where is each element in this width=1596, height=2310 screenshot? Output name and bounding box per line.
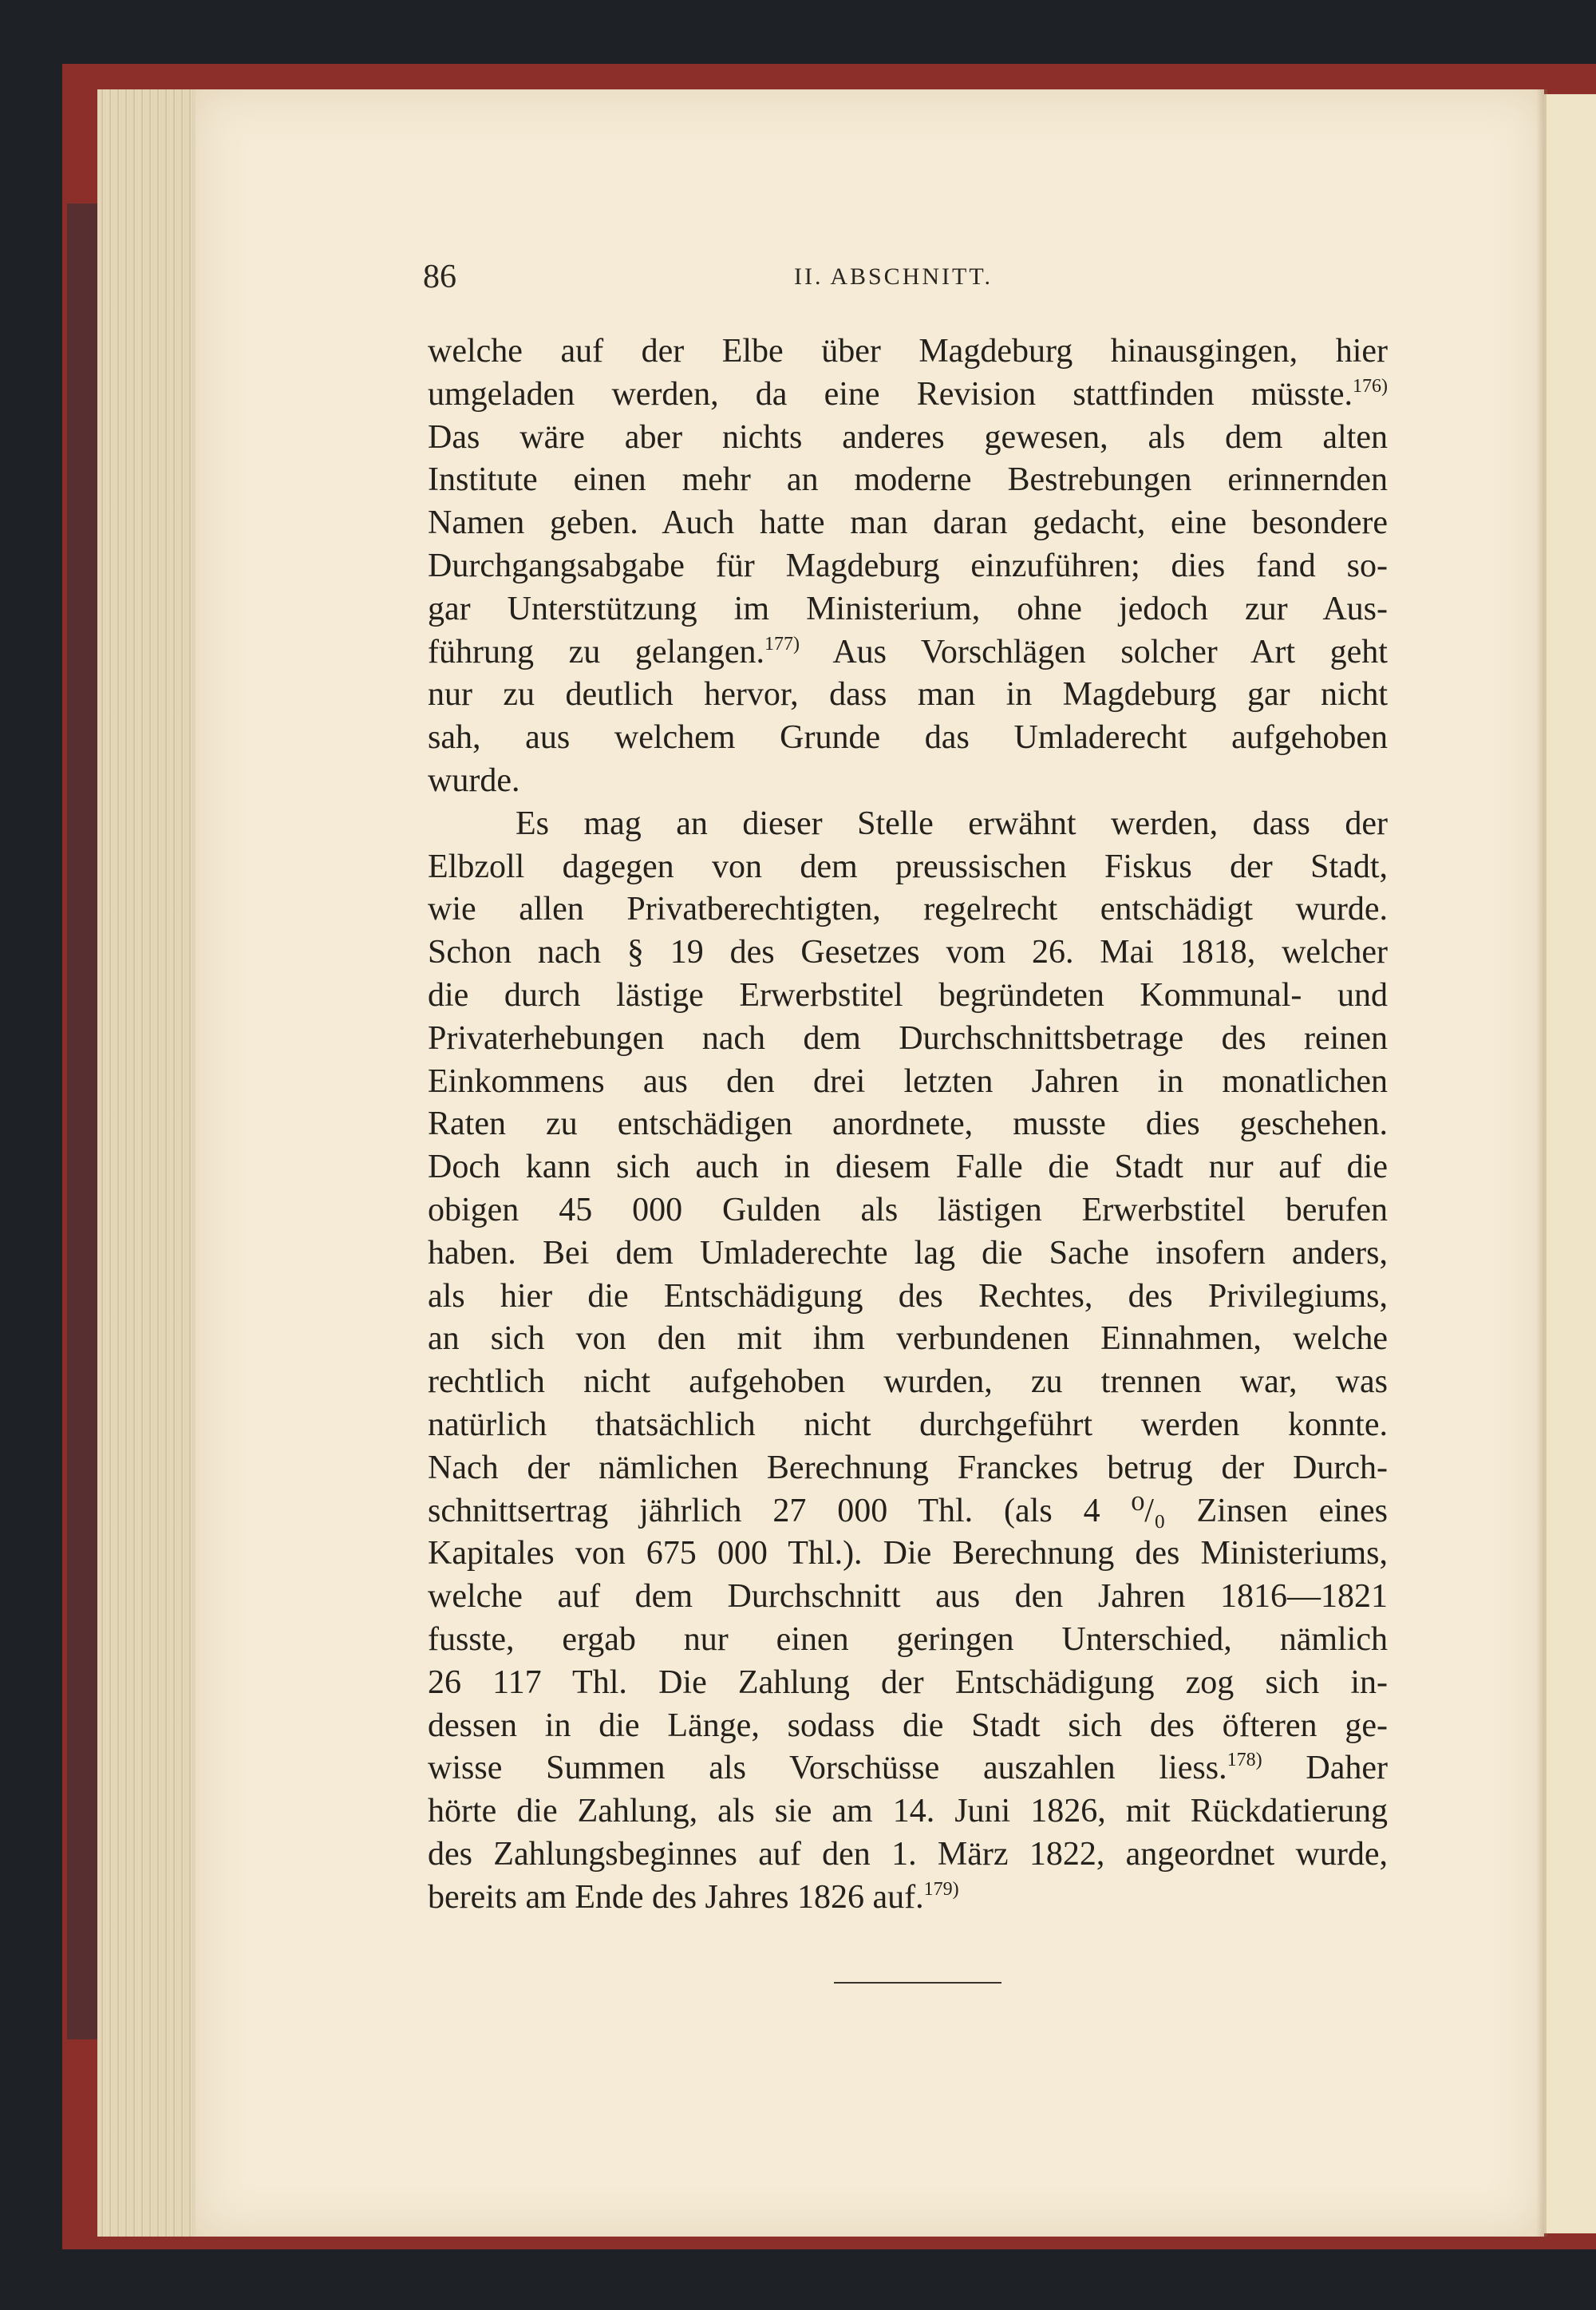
text-line: Einkommens aus den drei letzten Jahren in monatlichen: [428, 1062, 1388, 1100]
text-line: Durchgangsabgabe für Magdeburg einzuführen; dies fand so-: [428, 547, 1388, 584]
text-line: Nach der nämlichen Berechnung Franckes betrug der Durch-: [428, 1449, 1388, 1486]
text-line: haben. Bei dem Umladerechte lag die Sache insofern anders,: [428, 1234, 1388, 1272]
text-line: die durch lästige Erwerbstitel begründeten Kommunal- und: [428, 976, 1388, 1014]
page-header: [423, 257, 1389, 297]
text-line: Namen geben. Auch hatte man daran gedacht, eine besondere: [428, 504, 1388, 542]
text-line: an sich von den mit ihm verbundenen Einnahmen, welche: [428, 1320, 1388, 1358]
facing-page-edge: [1544, 94, 1596, 2233]
text-line: Es mag an dieser Stelle erwähnt werden, dass der: [516, 805, 1388, 842]
footnote-ref: 179): [923, 1878, 959, 1900]
text-line: 26 117 Thl. Die Zahlung der Entschädigung zog sich in-: [428, 1663, 1388, 1701]
text-line: sah, aus welchem Grunde das Umladerecht aufgehoben: [428, 719, 1388, 757]
text-line: dessen in die Länge, sodass die Stadt sich des öfteren ge-: [428, 1707, 1388, 1744]
text-line: obigen 45 000 Gulden als lästigen Erwerbstitel berufen: [428, 1191, 1388, 1228]
text-line: wie allen Privatberechtigten, regelrecht entschädigt wurde.: [428, 891, 1388, 928]
page-block-edges: [97, 89, 197, 2237]
text-line: rechtlich nicht aufgehoben wurden, zu trennen war, was: [428, 1363, 1388, 1401]
text-line: welche auf dem Durchschnitt aus den Jahren 1816—1821: [428, 1578, 1388, 1616]
text-line: fusste, ergab nur einen geringen Unterschied, nämlich: [428, 1620, 1388, 1658]
running-head: II. ABSCHNITT.: [794, 263, 993, 290]
text-line: nur zu deutlich hervor, dass man in Magdeburg gar nicht: [428, 676, 1388, 714]
text-line: als hier die Entschädigung des Rechtes, des Privilegiums,: [428, 1277, 1388, 1315]
text-line: Kapitales von 675 000 Thl.). Die Berechnung des Ministeriums,: [428, 1535, 1388, 1572]
text-line: hörte die Zahlung, als sie am 14. Juni 1826, mit Rückdatierung: [428, 1793, 1388, 1830]
text-line: führung zu gelangen.$^{177)}$ Aus Vorschlägen solcher Art geht: [428, 633, 1388, 670]
text-line: welche auf der Elbe über Magdeburg hinausgingen, hier: [428, 333, 1388, 370]
text-line: Raten zu entschädigen anordnete, musste dies geschehen.: [428, 1106, 1388, 1143]
body-text: [428, 330, 1388, 1919]
text-line: Schon nach § 19 des Gesetzes vom 26. Mai 1818, welcher: [428, 934, 1388, 971]
text-line: gar Unterstützung im Ministerium, ohne jedoch zur Aus-: [428, 590, 1388, 627]
text-line: des Zahlungsbeginnes auf den 1. März 1822, angeordnet wurde,: [428, 1835, 1388, 1873]
text-line: Das wäre aber nichts anderes gewesen, als dem alten: [428, 418, 1388, 456]
text-line: Elbzoll dagegen von dem preussischen Fiskus der Stadt,: [428, 848, 1388, 885]
cover-spine-shadow: [67, 204, 99, 2039]
text-line: Doch kann sich auch in diesem Falle die Stadt nur auf die: [428, 1149, 1388, 1186]
text-line: bereits am Ende des Jahres 1826 auf.$^{179)}$: [428, 1878, 959, 1916]
text-line: Privaterhebungen nach dem Durchschnittsbetrage des reinen: [428, 1019, 1388, 1057]
text-line: wisse Summen als Vorschüsse auszahlen liess.$^{178)}$ Daher: [428, 1750, 1388, 1787]
footnote-ref: 176): [1353, 375, 1388, 397]
text-line: wurde.: [428, 761, 520, 799]
text-line: umgeladen werden, da eine Revision stattfinden müsste.$^{176)}$: [428, 375, 1388, 413]
footnote-ref: 177): [764, 633, 800, 655]
text-line: Institute einen mehr an moderne Bestrebungen erinnernden: [428, 461, 1388, 499]
text-line: schnittsertrag jährlich 27 000 Thl. (als 4 ⁰/₀ Zinsen eines: [428, 1492, 1388, 1529]
footnote-separator-rule: [834, 1982, 1001, 1984]
page-number: 86: [423, 259, 456, 295]
text-line: natürlich thatsächlich nicht durchgeführt werden konnte.: [428, 1406, 1388, 1443]
footnote-ref: 178): [1227, 1750, 1262, 1771]
